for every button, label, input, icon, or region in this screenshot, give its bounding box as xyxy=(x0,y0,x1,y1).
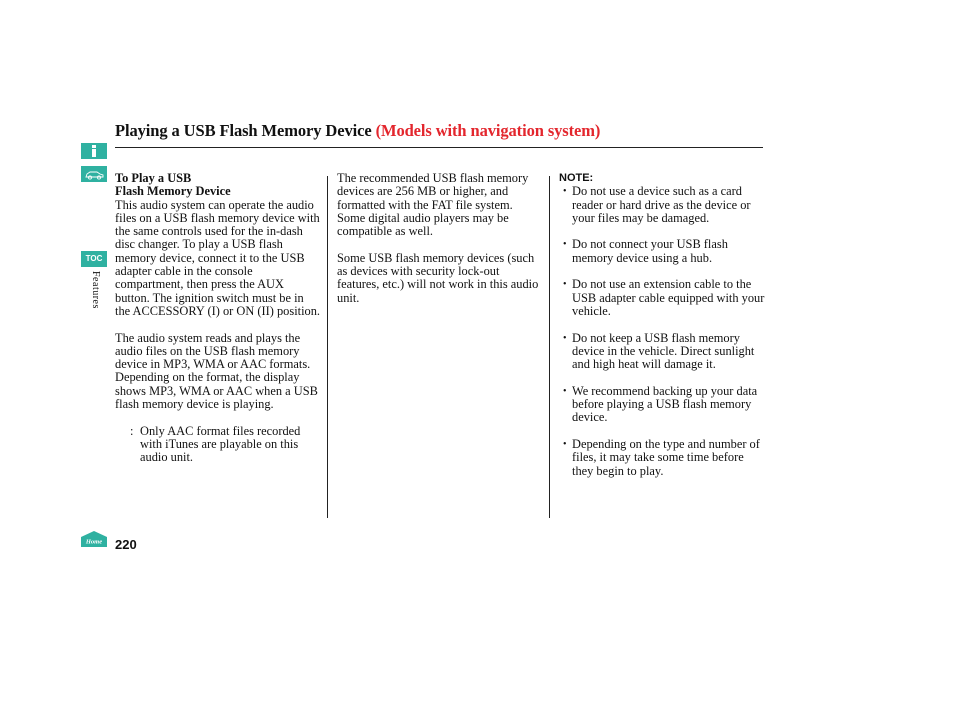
note-label: NOTE: xyxy=(559,172,594,184)
column-3 xyxy=(559,172,765,491)
page-title xyxy=(115,121,600,141)
section-label: Features xyxy=(90,271,101,309)
subhead-line-1: To Play a USB xyxy=(115,171,192,185)
toc-icon[interactable] xyxy=(81,251,107,267)
car-icon[interactable] xyxy=(81,166,107,182)
subhead-line-2: Flash Memory Device xyxy=(115,184,231,199)
footnote xyxy=(115,425,320,465)
info-icon[interactable] xyxy=(81,143,107,159)
footnote-text: Only AAC format files recorded with iTunes are playable on this audio unit. xyxy=(140,423,301,465)
bullet: • xyxy=(563,239,567,251)
bullet: • xyxy=(563,186,567,198)
bullet: • xyxy=(563,385,567,397)
column-1 xyxy=(115,172,320,465)
bullet: • xyxy=(563,438,567,450)
column-1-para-2: The audio system reads and plays the audio files on the USB flash memory device in MP3, WMA or AAC formats. Depending on the format, the display shows MP3, WMA or AAC when a USB flash memory device is playing. xyxy=(115,330,318,412)
note-item: • Do not use a device such as a card reader or hard drive as the device or your files may be damaged. xyxy=(563,184,751,225)
note-item: • Do not connect your USB flash memory device using a hub. xyxy=(563,237,728,265)
title-qualifier: (Models with navigation system) xyxy=(375,121,601,140)
toc-label: TOC xyxy=(85,254,103,263)
note-item: • Do not use an extension cable to the USB adapter cable equipped with your vehicle. xyxy=(563,277,765,318)
column-2 xyxy=(337,172,542,305)
note-item: • Do not keep a USB flash memory device in the vehicle. Direct sunlight and high heat will damage it. xyxy=(563,330,755,372)
footnote-marker: : xyxy=(130,423,134,438)
page-number: 220 xyxy=(115,537,137,552)
column-2-para-2: Some USB flash memory devices (such as devices with security lock-out features, etc.) will not work in this audio unit. xyxy=(337,250,539,305)
column-2-para-1: The recommended USB flash memory devices are 256 MB or higher, and formatted with the FAT file system. Some digital audio players may be compatible as well. xyxy=(337,171,529,239)
note-item: • Depending on the type and number of files, it may take some time before they begin to play. xyxy=(563,436,760,478)
note-item: • We recommend backing up your data before playing a USB flash memory device. xyxy=(563,383,758,425)
column-divider xyxy=(549,176,550,518)
column-divider xyxy=(327,176,328,518)
bullet: • xyxy=(563,332,567,344)
note-list xyxy=(559,185,765,478)
title-rule xyxy=(115,147,763,148)
home-label: Home xyxy=(85,538,103,546)
bullet: • xyxy=(563,279,567,291)
title-main: Playing a USB Flash Memory Device xyxy=(115,121,372,140)
home-icon[interactable] xyxy=(80,530,108,548)
column-1-para-1: This audio system can operate the audio files on a USB flash memory device with the same controls used for the in-dash disc changer. To play a USB flash memory device, connect it to the USB adapter cable in the console compartment, then press the AUX button. The ignition switch must be in the ACCESSORY (I) or ON (II) position. xyxy=(115,197,321,318)
